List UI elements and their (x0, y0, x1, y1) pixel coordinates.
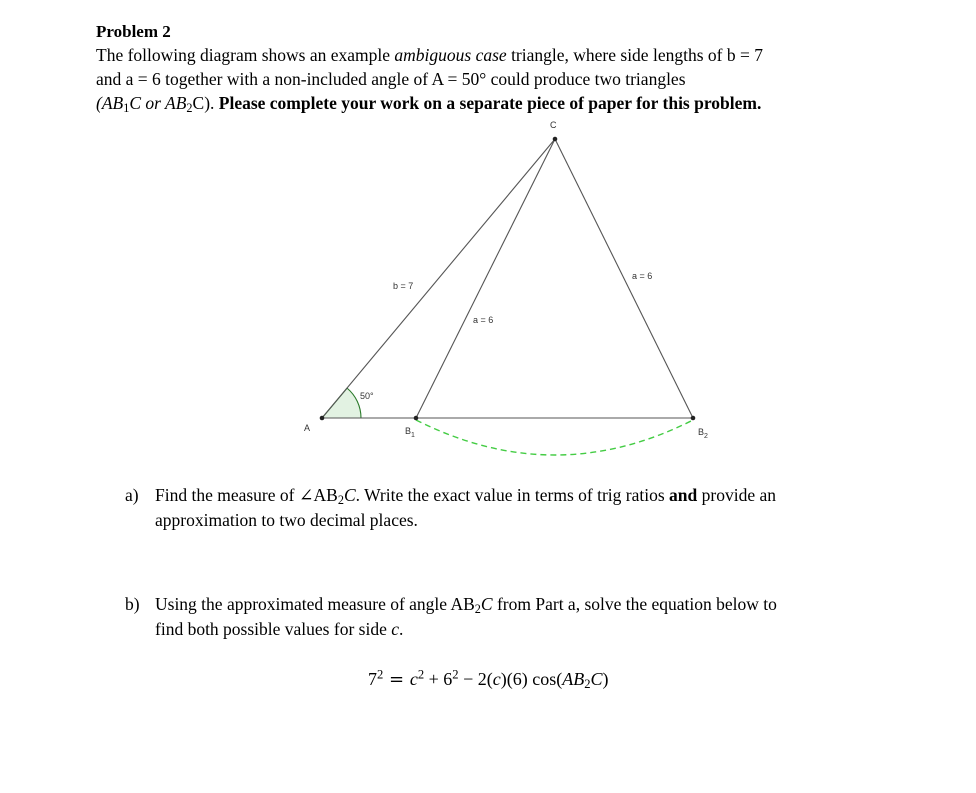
part-b-letter: b) (125, 594, 140, 614)
part-a-line-1: Find the measure of $\angle AB_2C$. Write the exact value in terms of trig ratios and provide an (155, 485, 776, 508)
label-a: A (304, 423, 311, 433)
side-a-b2-line (555, 139, 693, 418)
part-b-line-2: find both possible values for side c. (155, 619, 404, 639)
part-a-line-2: approximation to two decimal places. (155, 510, 418, 530)
intro-math: ($AB_1C$ or $AB_2$ (96, 93, 193, 116)
label-side-a-outer: a = 6 (632, 271, 653, 281)
intro-text: C). (192, 93, 219, 113)
label-side-a-inner: a = 6 (473, 315, 494, 325)
label-b2: $B_2$ (698, 427, 708, 440)
side-a-b1-line (416, 139, 555, 418)
problem-title: Problem 2 (96, 22, 171, 41)
label-b1: $B_1$ (405, 426, 415, 439)
intro-text: triangle, where side lengths of b = 7 (506, 45, 763, 65)
part-b-line-1: Using the approximated measure of angle $AB_2C$ from Part a, solve the equation below to (155, 594, 777, 617)
angle-50-sector (322, 388, 361, 418)
part-b-question (125, 592, 777, 642)
vertex-b1-point (414, 416, 419, 421)
part-a-question (125, 483, 776, 533)
label-side-b: b = 7 (393, 281, 414, 291)
vertex-b2-point (691, 416, 696, 421)
intro-instruction: Please complete your work on a separate piece of paper for this problem. (218, 93, 762, 113)
vertex-a-point (320, 416, 325, 421)
side-b-line (322, 139, 555, 418)
dashed-arc (416, 420, 693, 455)
part-a-letter: a) (125, 485, 139, 505)
label-c: C (550, 120, 557, 130)
label-angle: 50° (360, 391, 374, 401)
intro-text: The following diagram shows an example (96, 45, 395, 65)
cosine-law-equation: $7^2 = c^2 + 6^2 - 2(c)(6)$ $\cos(AB_2C)$ (368, 667, 609, 692)
intro-emphasis: ambiguous case (394, 45, 507, 65)
intro-line-2: and a = 6 together with a non-included angle of A = 50° could produce two triangles (96, 69, 686, 89)
vertex-c-point (553, 137, 558, 142)
